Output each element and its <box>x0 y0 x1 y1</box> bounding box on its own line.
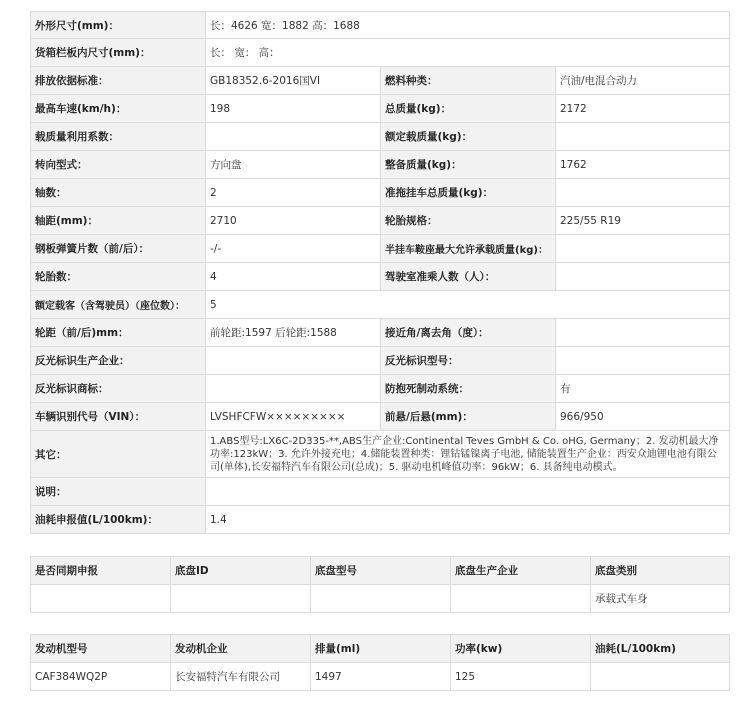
table-row <box>31 585 730 613</box>
steering-type-label: 转向型式： <box>31 151 206 179</box>
seat-count-label: 额定载客（含驾驶员）（座位数）： <box>31 291 206 319</box>
engine-header-cell: 油耗(L/100km) <box>591 635 730 663</box>
reflector-maker-label: 反光标识生产企业： <box>31 347 206 375</box>
curb-mass-value: 1762 <box>556 151 730 179</box>
cab-capacity-label: 驾驶室准乘人数（人）： <box>381 263 556 291</box>
rated-load-label: 额定载质量(kg)： <box>381 123 556 151</box>
fuel-type-label: 燃料种类： <box>381 67 556 95</box>
engine-header-cell: 发动机型号 <box>31 635 171 663</box>
abs-label: 防抱死制动系统： <box>381 375 556 403</box>
wheelbase-value: 2710 <box>206 207 381 235</box>
other-value: 1.ABS型号:LX6C-2D335-**,ABS生产企业:Continental Teves GmbH & Co. oHG, Germany；2. 发动机最大净功率:123kW；3. 允许外接充电；4.储能装置种类：锂钴锰镍离子电池, 储能装置生产企业：西安众迪锂电池有限公司(单体),长安福特汽车有限公司(总成)；5. 驱动电机峰值功率：96kW；6. 具备纯电动模式。 <box>206 431 730 478</box>
engine-header-cell: 功率(kw) <box>451 635 591 663</box>
engine-table <box>30 634 730 691</box>
wheelbase-label: 轴距(mm)： <box>31 207 206 235</box>
reflector-model-value <box>556 347 730 375</box>
abs-value: 有 <box>556 375 730 403</box>
steering-type-value: 方向盘 <box>206 151 381 179</box>
cargo-box-value: 长： 宽： 高： <box>206 39 730 67</box>
chassis-header-cell: 底盘类别 <box>591 557 730 585</box>
max-speed-value: 198 <box>206 95 381 123</box>
engine-header-cell: 排量(ml) <box>311 635 451 663</box>
fuel-consumption-value: 1.4 <box>206 506 730 534</box>
engine-cell: 125 <box>451 663 591 691</box>
cab-capacity-value <box>556 263 730 291</box>
chassis-cell <box>451 585 591 613</box>
approach-angle-value <box>556 319 730 347</box>
chassis-cell <box>31 585 171 613</box>
chassis-cell: 承载式车身 <box>591 585 730 613</box>
engine-header-cell: 发动机企业 <box>171 635 311 663</box>
max-speed-label: 最高车速(km/h)： <box>31 95 206 123</box>
leaf-spring-label: 钢板弹簧片数（前/后）： <box>31 235 206 263</box>
track-width-value: 前轮距:1597 后轮距:1588 <box>206 319 381 347</box>
dims-label: 外形尺寸(mm)： <box>31 12 206 39</box>
saddle-load-value <box>556 235 730 263</box>
gross-mass-label: 总质量(kg)： <box>381 95 556 123</box>
engine-cell: 1497 <box>311 663 451 691</box>
other-label: 其它： <box>31 431 206 478</box>
trailer-mass-value <box>556 179 730 207</box>
chassis-header-row <box>31 557 730 585</box>
tire-count-label: 轮胎数： <box>31 263 206 291</box>
cargo-box-label: 货箱栏板内尺寸(mm)： <box>31 39 206 67</box>
emission-standard-value: GB18352.6-2016国VI <box>206 67 381 95</box>
emission-standard-label: 排放依据标准： <box>31 67 206 95</box>
chassis-cell <box>311 585 451 613</box>
engine-cell: 长安福特汽车有限公司 <box>171 663 311 691</box>
overhang-label: 前悬/后悬(mm)： <box>381 403 556 431</box>
overhang-value: 966/950 <box>556 403 730 431</box>
vin-label: 车辆识别代号（VIN）： <box>31 403 206 431</box>
leaf-spring-value: -/- <box>206 235 381 263</box>
tire-spec-value: 225/55 R19 <box>556 207 730 235</box>
trailer-mass-label: 准拖挂车总质量(kg)： <box>381 179 556 207</box>
track-width-label: 轮距（前/后)mm： <box>31 319 206 347</box>
note-value <box>206 478 730 506</box>
table-row <box>31 663 730 691</box>
reflector-brand-value <box>206 375 381 403</box>
chassis-header-cell: 底盘型号 <box>311 557 451 585</box>
chassis-header-cell: 底盘ID <box>171 557 311 585</box>
rated-load-value <box>556 123 730 151</box>
chassis-table <box>30 556 730 613</box>
tire-spec-label: 轮胎规格： <box>381 207 556 235</box>
reflector-brand-label: 反光标识商标： <box>31 375 206 403</box>
chassis-header-cell: 是否同期申报 <box>31 557 171 585</box>
load-utilization-value <box>206 123 381 151</box>
axle-count-value: 2 <box>206 179 381 207</box>
chassis-cell <box>171 585 311 613</box>
vin-value: LVSHFCFW××××××××× <box>206 403 381 431</box>
saddle-load-label: 半挂车鞍座最大允许承载质量(kg)： <box>381 235 556 263</box>
chassis-header-cell: 底盘生产企业 <box>451 557 591 585</box>
axle-count-label: 轴数： <box>31 179 206 207</box>
reflector-model-label: 反光标识型号： <box>381 347 556 375</box>
approach-angle-label: 接近角/离去角（度）： <box>381 319 556 347</box>
fuel-consumption-label: 油耗申报值(L/100km)： <box>31 506 206 534</box>
fuel-type-value: 汽油/电混合动力 <box>556 67 730 95</box>
tire-count-value: 4 <box>206 263 381 291</box>
gross-mass-value: 2172 <box>556 95 730 123</box>
dims-value: 长：4626 宽：1882 高：1688 <box>206 12 730 39</box>
reflector-maker-value <box>206 347 381 375</box>
engine-cell <box>591 663 730 691</box>
curb-mass-label: 整备质量(kg)： <box>381 151 556 179</box>
note-label: 说明： <box>31 478 206 506</box>
engine-cell: CAF384WQ2P <box>31 663 171 691</box>
spec-table <box>30 11 730 534</box>
load-utilization-label: 载质量利用系数： <box>31 123 206 151</box>
seat-count-value: 5 <box>206 291 730 319</box>
engine-header-row <box>31 635 730 663</box>
